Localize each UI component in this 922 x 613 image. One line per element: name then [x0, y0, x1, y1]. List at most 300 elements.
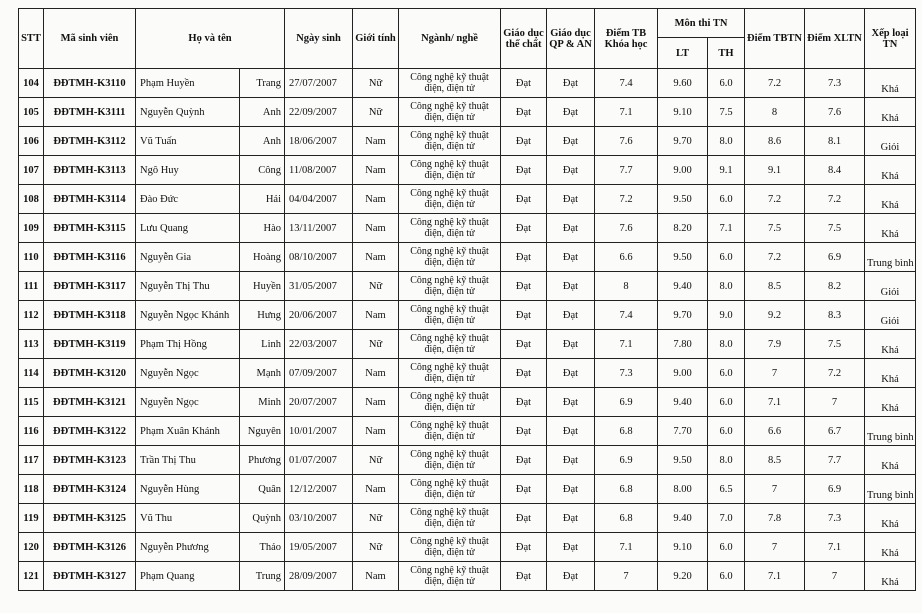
cell-first-name: Thảo	[240, 533, 285, 562]
cell-dob: 31/05/2007	[285, 272, 353, 301]
header-student-id: Mã sinh viên	[44, 9, 136, 69]
cell-gender: Nữ	[353, 446, 399, 475]
cell-lt: 9.50	[658, 185, 708, 214]
cell-lt: 8.00	[658, 475, 708, 504]
cell-last-name: Nguyễn Thị Thu	[136, 272, 240, 301]
table-row	[19, 475, 916, 504]
cell-student-id: ĐĐTMH-K3118	[44, 301, 136, 330]
cell-tbtn: 7.1	[745, 388, 805, 417]
cell-lt: 9.60	[658, 69, 708, 98]
cell-first-name: Huyền	[240, 272, 285, 301]
cell-gender: Nam	[353, 475, 399, 504]
table-row	[19, 533, 916, 562]
cell-gender: Nam	[353, 214, 399, 243]
cell-dob: 12/12/2007	[285, 475, 353, 504]
cell-th: 6.0	[708, 417, 745, 446]
cell-xltn: 8.1	[805, 127, 865, 156]
cell-last-name: Trần Thị Thu	[136, 446, 240, 475]
cell-dob: 01/07/2007	[285, 446, 353, 475]
cell-lt: 7.80	[658, 330, 708, 359]
cell-student-id: ĐĐTMH-K3124	[44, 475, 136, 504]
cell-xltn: 7.3	[805, 69, 865, 98]
cell-stt: 121	[19, 562, 44, 591]
cell-student-id: ĐĐTMH-K3122	[44, 417, 136, 446]
cell-stt: 114	[19, 359, 44, 388]
cell-xltn: 7.3	[805, 504, 865, 533]
cell-last-name: Nguyễn Gia	[136, 243, 240, 272]
cell-stt: 107	[19, 156, 44, 185]
cell-defense-education: Đạt	[547, 214, 595, 243]
cell-tbtn: 7.8	[745, 504, 805, 533]
cell-physical-education: Đạt	[501, 330, 547, 359]
cell-gender: Nam	[353, 185, 399, 214]
cell-rank: Khá	[865, 98, 916, 127]
cell-lt: 9.40	[658, 272, 708, 301]
cell-physical-education: Đạt	[501, 69, 547, 98]
cell-rank: Giỏi	[865, 301, 916, 330]
cell-rank: Khá	[865, 214, 916, 243]
cell-student-id: ĐĐTMH-K3115	[44, 214, 136, 243]
cell-stt: 106	[19, 127, 44, 156]
cell-dob: 22/09/2007	[285, 98, 353, 127]
cell-rank: Khá	[865, 330, 916, 359]
cell-rank: Khá	[865, 533, 916, 562]
cell-lt: 7.70	[658, 417, 708, 446]
cell-major: Công nghệ kỹ thuật điện, điện tử	[399, 330, 501, 359]
table-row	[19, 359, 916, 388]
table-row	[19, 69, 916, 98]
cell-last-name: Ngô Huy	[136, 156, 240, 185]
table-row	[19, 446, 916, 475]
cell-physical-education: Đạt	[501, 214, 547, 243]
cell-xltn: 7.6	[805, 98, 865, 127]
cell-last-name: Đào Đức	[136, 185, 240, 214]
cell-tbtn: 7	[745, 475, 805, 504]
cell-dob: 13/11/2007	[285, 214, 353, 243]
cell-physical-education: Đạt	[501, 533, 547, 562]
cell-student-id: ĐĐTMH-K3125	[44, 504, 136, 533]
cell-tbtn: 7.1	[745, 562, 805, 591]
cell-major: Công nghệ kỹ thuật điện, điện tử	[399, 185, 501, 214]
cell-course-average: 7.2	[595, 185, 658, 214]
cell-defense-education: Đạt	[547, 446, 595, 475]
cell-last-name: Nguyễn Ngọc	[136, 388, 240, 417]
header-course-average: Điểm TB Khóa học	[595, 9, 658, 69]
cell-xltn: 7	[805, 388, 865, 417]
cell-xltn: 7.1	[805, 533, 865, 562]
cell-lt: 8.20	[658, 214, 708, 243]
cell-th: 8.0	[708, 446, 745, 475]
cell-physical-education: Đạt	[501, 98, 547, 127]
cell-physical-education: Đạt	[501, 272, 547, 301]
cell-tbtn: 7.2	[745, 69, 805, 98]
cell-major: Công nghệ kỹ thuật điện, điện tử	[399, 446, 501, 475]
cell-gender: Nữ	[353, 533, 399, 562]
cell-defense-education: Đạt	[547, 359, 595, 388]
cell-rank: Khá	[865, 69, 916, 98]
cell-xltn: 7.7	[805, 446, 865, 475]
cell-gender: Nữ	[353, 272, 399, 301]
cell-course-average: 7	[595, 562, 658, 591]
cell-defense-education: Đạt	[547, 475, 595, 504]
cell-first-name: Anh	[240, 98, 285, 127]
cell-first-name: Phương	[240, 446, 285, 475]
cell-th: 7.5	[708, 98, 745, 127]
cell-xltn: 7.2	[805, 185, 865, 214]
cell-rank: Khá	[865, 446, 916, 475]
cell-rank: Khá	[865, 388, 916, 417]
cell-th: 6.0	[708, 69, 745, 98]
cell-lt: 9.00	[658, 359, 708, 388]
cell-gender: Nam	[353, 562, 399, 591]
cell-course-average: 6.8	[595, 475, 658, 504]
cell-first-name: Quỳnh	[240, 504, 285, 533]
cell-dob: 19/05/2007	[285, 533, 353, 562]
cell-rank: Trung bình	[865, 243, 916, 272]
cell-lt: 9.70	[658, 127, 708, 156]
cell-tbtn: 8.5	[745, 446, 805, 475]
cell-th: 6.0	[708, 388, 745, 417]
header-physical-education: Giáo dục thể chất	[501, 9, 547, 69]
cell-th: 8.0	[708, 127, 745, 156]
cell-gender: Nam	[353, 127, 399, 156]
cell-last-name: Phạm Huyền	[136, 69, 240, 98]
cell-student-id: ĐĐTMH-K3117	[44, 272, 136, 301]
cell-physical-education: Đạt	[501, 243, 547, 272]
cell-xltn: 7.5	[805, 330, 865, 359]
cell-tbtn: 9.2	[745, 301, 805, 330]
cell-physical-education: Đạt	[501, 127, 547, 156]
cell-stt: 111	[19, 272, 44, 301]
cell-lt: 9.40	[658, 388, 708, 417]
cell-physical-education: Đạt	[501, 185, 547, 214]
table-row	[19, 562, 916, 591]
cell-defense-education: Đạt	[547, 156, 595, 185]
cell-defense-education: Đạt	[547, 69, 595, 98]
cell-first-name: Hải	[240, 185, 285, 214]
cell-lt: 9.50	[658, 446, 708, 475]
cell-course-average: 6.8	[595, 417, 658, 446]
cell-xltn: 8.3	[805, 301, 865, 330]
cell-th: 6.0	[708, 185, 745, 214]
cell-stt: 108	[19, 185, 44, 214]
cell-gender: Nam	[353, 156, 399, 185]
cell-student-id: ĐĐTMH-K3127	[44, 562, 136, 591]
cell-first-name: Nguyên	[240, 417, 285, 446]
cell-last-name: Nguyễn Ngọc Khánh	[136, 301, 240, 330]
cell-lt: 9.70	[658, 301, 708, 330]
cell-first-name: Anh	[240, 127, 285, 156]
cell-last-name: Phạm Xuân Khánh	[136, 417, 240, 446]
table-row	[19, 98, 916, 127]
cell-last-name: Phạm Quang	[136, 562, 240, 591]
cell-gender: Nam	[353, 243, 399, 272]
cell-defense-education: Đạt	[547, 388, 595, 417]
cell-tbtn: 7.2	[745, 243, 805, 272]
cell-major: Công nghệ kỹ thuật điện, điện tử	[399, 533, 501, 562]
table-row	[19, 504, 916, 533]
cell-tbtn: 8.6	[745, 127, 805, 156]
cell-dob: 27/07/2007	[285, 69, 353, 98]
cell-xltn: 6.7	[805, 417, 865, 446]
cell-major: Công nghệ kỹ thuật điện, điện tử	[399, 359, 501, 388]
cell-course-average: 6.9	[595, 446, 658, 475]
header-major: Ngành/ nghề	[399, 9, 501, 69]
table-row	[19, 417, 916, 446]
cell-student-id: ĐĐTMH-K3126	[44, 533, 136, 562]
cell-rank: Giỏi	[865, 127, 916, 156]
cell-dob: 22/03/2007	[285, 330, 353, 359]
cell-th: 6.5	[708, 475, 745, 504]
cell-xltn: 7	[805, 562, 865, 591]
table-row	[19, 301, 916, 330]
cell-xltn: 8.2	[805, 272, 865, 301]
cell-lt: 9.40	[658, 504, 708, 533]
cell-student-id: ĐĐTMH-K3111	[44, 98, 136, 127]
cell-th: 9.0	[708, 301, 745, 330]
cell-student-id: ĐĐTMH-K3123	[44, 446, 136, 475]
cell-xltn: 7.5	[805, 214, 865, 243]
cell-physical-education: Đạt	[501, 156, 547, 185]
cell-defense-education: Đạt	[547, 504, 595, 533]
cell-physical-education: Đạt	[501, 417, 547, 446]
cell-major: Công nghệ kỹ thuật điện, điện tử	[399, 475, 501, 504]
cell-student-id: ĐĐTMH-K3121	[44, 388, 136, 417]
cell-course-average: 7.6	[595, 214, 658, 243]
cell-stt: 109	[19, 214, 44, 243]
cell-tbtn: 7.9	[745, 330, 805, 359]
cell-first-name: Hào	[240, 214, 285, 243]
cell-major: Công nghệ kỹ thuật điện, điện tử	[399, 127, 501, 156]
cell-dob: 10/01/2007	[285, 417, 353, 446]
cell-lt: 9.20	[658, 562, 708, 591]
cell-gender: Nữ	[353, 98, 399, 127]
cell-major: Công nghệ kỹ thuật điện, điện tử	[399, 156, 501, 185]
header-tbtn: Điểm TBTN	[745, 9, 805, 69]
header-stt: STT	[19, 9, 44, 69]
cell-rank: Khá	[865, 562, 916, 591]
header-xltn: Điểm XLTN	[805, 9, 865, 69]
header-lt: LT	[658, 38, 708, 69]
cell-stt: 120	[19, 533, 44, 562]
cell-xltn: 8.4	[805, 156, 865, 185]
header-full-name: Họ và tên	[136, 9, 285, 69]
header-defense-education: Giáo dục QP & AN	[547, 9, 595, 69]
table-row	[19, 388, 916, 417]
cell-course-average: 7.4	[595, 301, 658, 330]
header-gender: Giới tính	[353, 9, 399, 69]
cell-th: 6.0	[708, 243, 745, 272]
cell-defense-education: Đạt	[547, 98, 595, 127]
cell-first-name: Hoàng	[240, 243, 285, 272]
cell-last-name: Lưu Quang	[136, 214, 240, 243]
cell-stt: 105	[19, 98, 44, 127]
cell-dob: 08/10/2007	[285, 243, 353, 272]
cell-first-name: Trang	[240, 69, 285, 98]
cell-student-id: ĐĐTMH-K3110	[44, 69, 136, 98]
table-row	[19, 243, 916, 272]
cell-rank: Trung bình	[865, 475, 916, 504]
cell-rank: Khá	[865, 504, 916, 533]
header-graduation-exam: Môn thi TN	[658, 9, 745, 38]
table-row	[19, 330, 916, 359]
cell-stt: 112	[19, 301, 44, 330]
cell-last-name: Nguyễn Quỳnh	[136, 98, 240, 127]
table-row	[19, 156, 916, 185]
table-body	[19, 69, 916, 591]
cell-first-name: Mạnh	[240, 359, 285, 388]
cell-rank: Khá	[865, 185, 916, 214]
cell-stt: 110	[19, 243, 44, 272]
cell-course-average: 7.1	[595, 330, 658, 359]
cell-defense-education: Đạt	[547, 185, 595, 214]
cell-first-name: Trung	[240, 562, 285, 591]
cell-gender: Nam	[353, 359, 399, 388]
cell-stt: 113	[19, 330, 44, 359]
cell-student-id: ĐĐTMH-K3116	[44, 243, 136, 272]
cell-stt: 115	[19, 388, 44, 417]
cell-rank: Trung bình	[865, 417, 916, 446]
cell-last-name: Nguyễn Hùng	[136, 475, 240, 504]
cell-stt: 104	[19, 69, 44, 98]
cell-dob: 18/06/2007	[285, 127, 353, 156]
cell-tbtn: 6.6	[745, 417, 805, 446]
cell-xltn: 6.9	[805, 475, 865, 504]
cell-last-name: Nguyễn Ngọc	[136, 359, 240, 388]
cell-course-average: 6.6	[595, 243, 658, 272]
cell-gender: Nam	[353, 388, 399, 417]
cell-tbtn: 7	[745, 533, 805, 562]
cell-lt: 9.00	[658, 156, 708, 185]
cell-th: 8.0	[708, 330, 745, 359]
cell-tbtn: 8	[745, 98, 805, 127]
cell-student-id: ĐĐTMH-K3120	[44, 359, 136, 388]
cell-dob: 04/04/2007	[285, 185, 353, 214]
cell-course-average: 6.8	[595, 504, 658, 533]
cell-last-name: Vũ Tuấn	[136, 127, 240, 156]
cell-rank: Khá	[865, 359, 916, 388]
cell-course-average: 7.4	[595, 69, 658, 98]
cell-dob: 11/08/2007	[285, 156, 353, 185]
cell-major: Công nghệ kỹ thuật điện, điện tử	[399, 243, 501, 272]
table-header	[19, 9, 916, 69]
table-row	[19, 127, 916, 156]
graduation-results-table	[18, 8, 916, 591]
cell-gender: Nữ	[353, 69, 399, 98]
cell-physical-education: Đạt	[501, 562, 547, 591]
cell-th: 6.0	[708, 562, 745, 591]
cell-tbtn: 7	[745, 359, 805, 388]
cell-course-average: 7.7	[595, 156, 658, 185]
cell-major: Công nghệ kỹ thuật điện, điện tử	[399, 562, 501, 591]
cell-dob: 20/07/2007	[285, 388, 353, 417]
cell-dob: 07/09/2007	[285, 359, 353, 388]
cell-rank: Giỏi	[865, 272, 916, 301]
cell-stt: 118	[19, 475, 44, 504]
cell-defense-education: Đạt	[547, 272, 595, 301]
cell-last-name: Vũ Thu	[136, 504, 240, 533]
cell-major: Công nghệ kỹ thuật điện, điện tử	[399, 417, 501, 446]
header-th: TH	[708, 38, 745, 69]
cell-major: Công nghệ kỹ thuật điện, điện tử	[399, 301, 501, 330]
cell-first-name: Quân	[240, 475, 285, 504]
cell-course-average: 7.6	[595, 127, 658, 156]
cell-physical-education: Đạt	[501, 301, 547, 330]
cell-xltn: 7.2	[805, 359, 865, 388]
cell-gender: Nữ	[353, 330, 399, 359]
cell-tbtn: 9.1	[745, 156, 805, 185]
header-dob: Ngày sinh	[285, 9, 353, 69]
cell-last-name: Phạm Thị Hồng	[136, 330, 240, 359]
cell-major: Công nghệ kỹ thuật điện, điện tử	[399, 98, 501, 127]
cell-course-average: 6.9	[595, 388, 658, 417]
cell-th: 7.1	[708, 214, 745, 243]
cell-major: Công nghệ kỹ thuật điện, điện tử	[399, 388, 501, 417]
cell-dob: 20/06/2007	[285, 301, 353, 330]
cell-physical-education: Đạt	[501, 359, 547, 388]
cell-major: Công nghệ kỹ thuật điện, điện tử	[399, 214, 501, 243]
cell-defense-education: Đạt	[547, 301, 595, 330]
cell-first-name: Hưng	[240, 301, 285, 330]
cell-rank: Khá	[865, 156, 916, 185]
cell-defense-education: Đạt	[547, 330, 595, 359]
cell-th: 9.1	[708, 156, 745, 185]
cell-defense-education: Đạt	[547, 243, 595, 272]
cell-course-average: 7.1	[595, 98, 658, 127]
cell-first-name: Linh	[240, 330, 285, 359]
cell-student-id: ĐĐTMH-K3114	[44, 185, 136, 214]
cell-th: 6.0	[708, 359, 745, 388]
cell-physical-education: Đạt	[501, 446, 547, 475]
cell-lt: 9.50	[658, 243, 708, 272]
cell-defense-education: Đạt	[547, 562, 595, 591]
cell-defense-education: Đạt	[547, 417, 595, 446]
cell-physical-education: Đạt	[501, 475, 547, 504]
cell-major: Công nghệ kỹ thuật điện, điện tử	[399, 272, 501, 301]
cell-th: 8.0	[708, 272, 745, 301]
cell-th: 6.0	[708, 533, 745, 562]
cell-lt: 9.10	[658, 533, 708, 562]
cell-tbtn: 8.5	[745, 272, 805, 301]
cell-tbtn: 7.2	[745, 185, 805, 214]
header-rank: Xếp loại TN	[865, 9, 916, 69]
cell-major: Công nghệ kỹ thuật điện, điện tử	[399, 69, 501, 98]
cell-physical-education: Đạt	[501, 388, 547, 417]
cell-defense-education: Đạt	[547, 533, 595, 562]
cell-course-average: 8	[595, 272, 658, 301]
cell-gender: Nam	[353, 301, 399, 330]
cell-physical-education: Đạt	[501, 504, 547, 533]
cell-xltn: 6.9	[805, 243, 865, 272]
cell-stt: 116	[19, 417, 44, 446]
cell-th: 7.0	[708, 504, 745, 533]
cell-lt: 9.10	[658, 98, 708, 127]
cell-dob: 28/09/2007	[285, 562, 353, 591]
cell-stt: 117	[19, 446, 44, 475]
cell-dob: 03/10/2007	[285, 504, 353, 533]
table-row	[19, 214, 916, 243]
cell-tbtn: 7.5	[745, 214, 805, 243]
cell-defense-education: Đạt	[547, 127, 595, 156]
table-row	[19, 185, 916, 214]
cell-student-id: ĐĐTMH-K3112	[44, 127, 136, 156]
cell-student-id: ĐĐTMH-K3113	[44, 156, 136, 185]
table-row	[19, 272, 916, 301]
cell-first-name: Công	[240, 156, 285, 185]
cell-course-average: 7.3	[595, 359, 658, 388]
cell-gender: Nam	[353, 417, 399, 446]
cell-gender: Nữ	[353, 504, 399, 533]
